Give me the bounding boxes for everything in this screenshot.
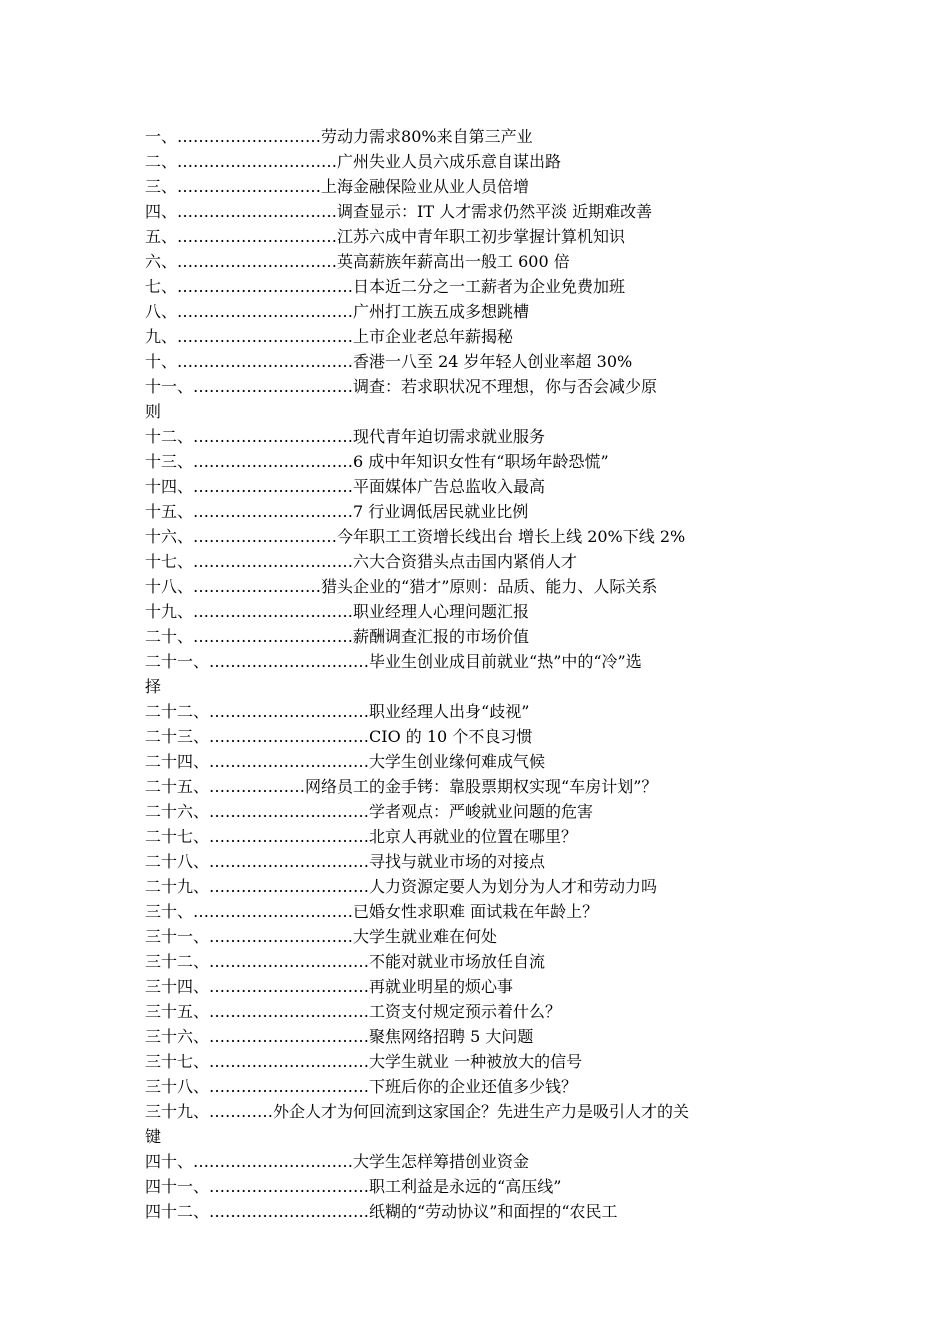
toc-entry — [145, 1024, 810, 1049]
toc-leader-dots: ………………………… — [209, 852, 370, 871]
toc-entry-title: 猎头企业的“猎才”原则：品质、能力、人际关系 — [321, 577, 658, 596]
toc-entry-number: 二、 — [145, 152, 178, 171]
toc-entry — [145, 124, 810, 149]
toc-entry — [145, 649, 810, 699]
toc-entry-number: 三十四、 — [145, 977, 210, 996]
toc-leader-dots: ………………………… — [177, 202, 338, 221]
toc-entry — [145, 549, 810, 574]
table-of-contents — [145, 124, 810, 1224]
toc-entry-number: 三十九、 — [145, 1102, 210, 1121]
toc-entry-number: 五、 — [145, 227, 178, 246]
toc-entry-title: 大学生创业缘何难成气候 — [369, 752, 546, 771]
toc-entry — [145, 524, 810, 549]
toc-entry-number: 二十九、 — [145, 877, 210, 896]
toc-leader-dots: ………………………… — [209, 1002, 370, 1021]
toc-entry-number: 三、 — [145, 177, 178, 196]
toc-entry — [145, 1074, 810, 1099]
toc-entry-title: 广州打工族五成多想跳槽 — [353, 302, 530, 321]
toc-entry-title: 平面媒体广告总监收入最高 — [353, 477, 546, 496]
toc-entry-number: 十、 — [145, 352, 178, 371]
toc-entry-title: 六大合资猎头点击国内紧俏人才 — [353, 552, 578, 571]
toc-leader-dots: ………………………… — [193, 452, 354, 471]
toc-leader-dots: ………………………… — [177, 227, 338, 246]
toc-leader-dots: ……………………… — [209, 927, 354, 946]
toc-leader-dots: ………………………… — [193, 477, 354, 496]
toc-entry-number: 三十八、 — [145, 1077, 210, 1096]
toc-entry-number: 二十六、 — [145, 802, 210, 821]
toc-leader-dots: ………………………… — [209, 752, 370, 771]
toc-entry — [145, 899, 810, 924]
toc-entry-title: 今年职工工资增长线出台 增长上线 20%下线 2% — [337, 527, 686, 546]
toc-entry-title: 北京人再就业的位置在哪里？ — [369, 827, 578, 846]
toc-entry-number: 二十四、 — [145, 752, 210, 771]
toc-entry — [145, 824, 810, 849]
toc-entry — [145, 324, 810, 349]
toc-leader-dots: ……………………… — [193, 527, 338, 546]
toc-entry-number: 十七、 — [145, 552, 194, 571]
toc-leader-dots: ………………………… — [193, 1152, 354, 1171]
toc-entry — [145, 1099, 810, 1149]
toc-leader-dots: ………………………… — [193, 552, 354, 571]
toc-leader-dots: ………………………… — [193, 602, 354, 621]
toc-entry-title: 人力资源定要人为划分为人才和劳动力吗 — [369, 877, 658, 896]
toc-entry — [145, 724, 810, 749]
toc-entry-title: 调查：若求职状况不理想，你与否会减少原 — [353, 377, 658, 396]
toc-entry — [145, 174, 810, 199]
toc-entry-title: 寻找与就业市场的对接点 — [369, 852, 546, 871]
toc-entry-number: 十四、 — [145, 477, 194, 496]
toc-entry-number: 三十五、 — [145, 1002, 210, 1021]
toc-leader-dots: ………………………… — [193, 627, 354, 646]
toc-entry-title: 不能对就业市场放任自流 — [369, 952, 546, 971]
toc-leader-dots: ………………………… — [209, 1177, 370, 1196]
toc-leader-dots: ………………………… — [177, 152, 338, 171]
toc-entry-number: 十九、 — [145, 602, 194, 621]
toc-entry-number: 十六、 — [145, 527, 194, 546]
toc-entry-number: 二十八、 — [145, 852, 210, 871]
toc-leader-dots: ………………………… — [209, 952, 370, 971]
toc-leader-dots: ………………………… — [209, 827, 370, 846]
toc-entry-number: 三十七、 — [145, 1052, 210, 1071]
toc-leader-dots: …………………………… — [177, 277, 354, 296]
toc-entry-title-continuation: 则 — [145, 402, 162, 421]
toc-entry-title: 上市企业老总年薪揭秘 — [353, 327, 514, 346]
toc-entry-number: 三十一、 — [145, 927, 210, 946]
toc-entry-title: 香港一八至 24 岁年轻人创业率超 30% — [353, 352, 633, 371]
toc-entry-number: 四十二、 — [145, 1202, 210, 1221]
toc-entry-title: 大学生就业难在何处 — [353, 927, 498, 946]
toc-entry-title: 7 行业调低居民就业比例 — [353, 502, 529, 521]
toc-entry — [145, 349, 810, 374]
toc-leader-dots: ……………………… — [177, 177, 322, 196]
toc-entry — [145, 924, 810, 949]
toc-entry — [145, 949, 810, 974]
toc-leader-dots: …………………………… — [177, 302, 354, 321]
toc-leader-dots: ………………………… — [193, 902, 354, 921]
toc-leader-dots: ………………………… — [209, 652, 370, 671]
toc-entry-number: 九、 — [145, 327, 178, 346]
toc-leader-dots: ………………………… — [209, 977, 370, 996]
toc-entry-number: 四十一、 — [145, 1177, 210, 1196]
toc-entry-title-continuation: 键 — [145, 1127, 162, 1146]
toc-entry — [145, 224, 810, 249]
toc-entry — [145, 774, 810, 799]
toc-entry-title: 聚焦网络招聘 5 大问题 — [369, 1027, 534, 1046]
toc-entry — [145, 1149, 810, 1174]
toc-entry-title: 大学生就业 一种被放大的信号 — [369, 1052, 583, 1071]
toc-leader-dots: ………………………… — [209, 727, 370, 746]
toc-entry — [145, 599, 810, 624]
toc-entry — [145, 1199, 810, 1224]
toc-entry — [145, 449, 810, 474]
toc-entry-title: 职工利益是永远的“高压线” — [369, 1177, 562, 1196]
toc-entry — [145, 424, 810, 449]
toc-leader-dots: …………………………… — [177, 352, 354, 371]
toc-entry-number: 十三、 — [145, 452, 194, 471]
toc-leader-dots: ………………………… — [209, 702, 370, 721]
toc-entry — [145, 849, 810, 874]
toc-entry-title: 广州失业人员六成乐意自谋出路 — [337, 152, 562, 171]
toc-entry-title: 大学生怎样筹措创业资金 — [353, 1152, 530, 1171]
toc-entry-number: 三十、 — [145, 902, 194, 921]
toc-entry-title: CIO 的 10 个不良习惯 — [369, 727, 533, 746]
toc-leader-dots: ………………………… — [193, 427, 354, 446]
toc-entry — [145, 499, 810, 524]
toc-entry-number: 二十一、 — [145, 652, 210, 671]
toc-entry-title: 英高薪族年薪高出一般工 600 倍 — [337, 252, 570, 271]
toc-entry-title: 下班后你的企业还值多少钱？ — [369, 1077, 578, 1096]
toc-leader-dots: ………………………… — [177, 252, 338, 271]
toc-leader-dots: ………………………… — [209, 1027, 370, 1046]
toc-entry-number: 十八、 — [145, 577, 194, 596]
toc-entry-title: 学者观点：严峻就业问题的危害 — [369, 802, 594, 821]
toc-entry — [145, 699, 810, 724]
toc-entry-number: 三十二、 — [145, 952, 210, 971]
toc-entry-title-continuation: 择 — [145, 677, 162, 696]
toc-entry-number: 八、 — [145, 302, 178, 321]
toc-entry — [145, 1174, 810, 1199]
toc-entry — [145, 199, 810, 224]
toc-entry-title: 劳动力需求80%来自第三产业 — [321, 127, 533, 146]
toc-leader-dots: ……………………… — [177, 127, 322, 146]
toc-entry-number: 一、 — [145, 127, 178, 146]
toc-entry-number: 十一、 — [145, 377, 194, 396]
toc-entry — [145, 249, 810, 274]
toc-entry-number: 二十七、 — [145, 827, 210, 846]
toc-entry-title: 现代青年迫切需求就业服务 — [353, 427, 546, 446]
toc-leader-dots: …………………………… — [177, 327, 354, 346]
toc-entry-number: 三十六、 — [145, 1027, 210, 1046]
toc-entry-title: 薪酬调查汇报的市场价值 — [353, 627, 530, 646]
toc-entry — [145, 574, 810, 599]
toc-leader-dots: ………………………… — [209, 1202, 370, 1221]
toc-entry-title: 职业经理人心理问题汇报 — [353, 602, 530, 621]
toc-entry-number: 二十二、 — [145, 702, 210, 721]
toc-leader-dots: ………………………… — [193, 502, 354, 521]
toc-entry — [145, 274, 810, 299]
toc-entry-title: 上海金融保险业从业人员倍增 — [321, 177, 530, 196]
toc-entry-title: 已婚女性求职难 面试栽在年龄上？ — [353, 902, 599, 921]
toc-entry-number: 四、 — [145, 202, 178, 221]
toc-entry — [145, 374, 810, 424]
toc-entry — [145, 749, 810, 774]
toc-entry-title: 日本近二分之一工薪者为企业免费加班 — [353, 277, 626, 296]
toc-entry-number: 二十五、 — [145, 777, 210, 796]
toc-entry — [145, 624, 810, 649]
toc-entry — [145, 799, 810, 824]
toc-entry — [145, 999, 810, 1024]
toc-leader-dots: ………………………… — [209, 877, 370, 896]
toc-leader-dots: …………………… — [193, 577, 322, 596]
toc-entry — [145, 149, 810, 174]
toc-entry-number: 二十、 — [145, 627, 194, 646]
toc-entry-title: 再就业明星的烦心事 — [369, 977, 514, 996]
toc-entry-title: 毕业生创业成目前就业“热”中的“冷”选 — [369, 652, 642, 671]
toc-leader-dots: ………… — [209, 1102, 274, 1121]
toc-leader-dots: ………………………… — [209, 1052, 370, 1071]
toc-entry — [145, 474, 810, 499]
toc-leader-dots: ………………………… — [209, 802, 370, 821]
toc-entry-title: 网络员工的金手铐：靠股票期权实现“车房计划”？ — [305, 777, 658, 796]
toc-entry-title: 6 成中年知识女性有“职场年龄恐慌” — [353, 452, 609, 471]
toc-entry — [145, 299, 810, 324]
toc-entry — [145, 1049, 810, 1074]
toc-entry-number: 十五、 — [145, 502, 194, 521]
toc-entry — [145, 974, 810, 999]
toc-entry-number: 二十三、 — [145, 727, 210, 746]
toc-entry-number: 七、 — [145, 277, 178, 296]
toc-entry-number: 十二、 — [145, 427, 194, 446]
toc-entry-number: 六、 — [145, 252, 178, 271]
toc-leader-dots: ………………………… — [209, 1077, 370, 1096]
toc-entry-title: 纸糊的“劳动协议”和面捏的“农民工 — [369, 1202, 618, 1221]
toc-entry-title: 外企人才为何回流到这家国企？先进生产力是吸引人才的关 — [273, 1102, 690, 1121]
toc-entry-title: 调查显示：IT 人才需求仍然平淡 近期难改善 — [337, 202, 653, 221]
toc-leader-dots: ……………… — [209, 777, 306, 796]
toc-entry-title: 江苏六成中青年职工初步掌握计算机知识 — [337, 227, 626, 246]
toc-entry-title: 职业经理人出身“歧视” — [369, 702, 530, 721]
toc-entry-number: 四十、 — [145, 1152, 194, 1171]
toc-entry-title: 工资支付规定预示着什么？ — [369, 1002, 562, 1021]
toc-entry — [145, 874, 810, 899]
toc-leader-dots: ………………………… — [193, 377, 354, 396]
